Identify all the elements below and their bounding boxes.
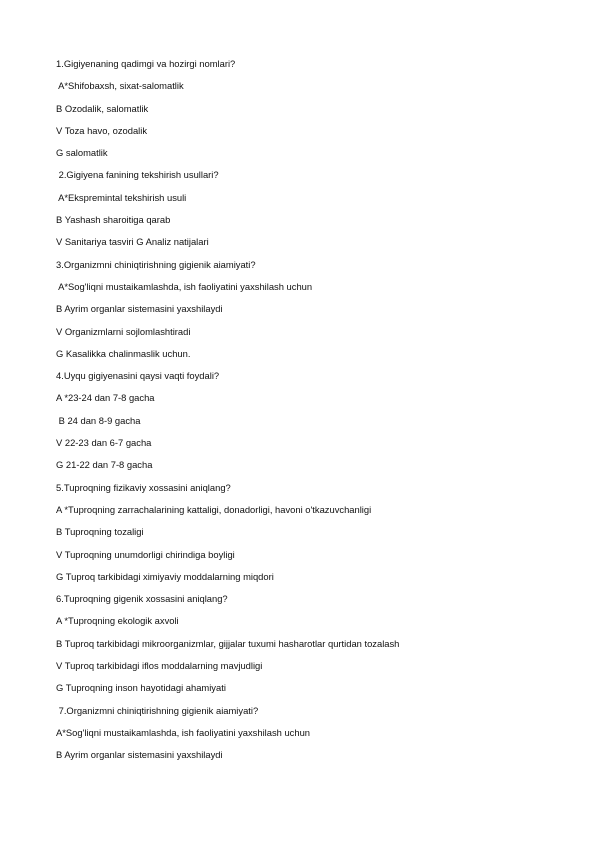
answer-6-a: A *Tuproqning ekologik axvoli xyxy=(56,615,179,627)
answer-5-b: B Tuproqning tozaligi xyxy=(56,526,144,538)
answer-1-v: V Toza havo, ozodalik xyxy=(56,124,148,136)
answer-3-a: A*Sog'liqni mustaikamlashda, ish faoliyatini yaxshilash uchun xyxy=(56,280,313,292)
answer-1-a: A*Shifobaxsh, sixat-salomatlik xyxy=(56,80,184,92)
answer-7-a: A*Sog'liqni mustaikamlashda, ish faoliyatini yaxshilash uchun xyxy=(56,726,311,738)
answer-6-b: B Tuproq tarkibidagi mikroorganizmlar, gijjalar tuxumi hasharotlar qurtidan tozalash xyxy=(56,637,400,649)
question-7: 7.Organizmni chiniqtirishning gigienik aiamiyati? xyxy=(56,704,259,716)
answer-4-g: G 21-22 dan 7-8 gacha xyxy=(56,459,153,471)
answer-5-g: G Tuproq tarkibidagi ximiyaviy moddalarning miqdori xyxy=(56,570,274,582)
answer-1-b: B Ozodalik, salomatlik xyxy=(56,102,149,114)
question-4: 4.Uyqu gigiyenasini qaysi vaqti foydali? xyxy=(56,370,220,382)
answer-1-g: G salomatlik xyxy=(56,147,108,159)
question-3: 3.Organizmni chiniqtirishning gigienik aiamiyati? xyxy=(56,258,256,270)
answer-3-b: B Ayrim organlar sistemasini yaxshilaydi xyxy=(56,303,223,315)
answer-5-v: V Tuproqning unumdorligi chirindiga boyligi xyxy=(56,548,235,560)
answer-2-a: A*Ekspremintal tekshirish usuli xyxy=(56,191,187,203)
answer-4-b: B 24 dan 8-9 gacha xyxy=(56,414,141,426)
answer-6-g: G Tuproqning inson hayotidagi ahamiyati xyxy=(56,682,226,694)
question-1: 1.Gigiyenaning qadimgi va hozirgi nomlari? xyxy=(56,58,236,69)
question-2: 2.Gigiyena fanining tekshirish usullari? xyxy=(56,169,219,181)
answer-5-a: A *Tuproqning zarrachalarining kattaligi, donadorligi, havoni o'tkazuvchanligi xyxy=(56,503,372,515)
answer-2-v-g: V Sanitariya tasviri G Analiz natijalari xyxy=(56,236,209,248)
answer-7-b: B Ayrim organlar sistemasini yaxshilaydi xyxy=(56,749,223,761)
question-6: 6.Tuproqning gigenik xossasini aniqlang? xyxy=(56,593,228,605)
question-5: 5.Tuproqning fizikaviy xossasini aniqlang? xyxy=(56,481,231,493)
answer-2-b: B Yashash sharoitiga qarab xyxy=(56,214,171,226)
quiz-text-body xyxy=(56,58,556,772)
answer-4-v: V 22-23 dan 6-7 gacha xyxy=(56,437,152,449)
answer-6-v: V Tuproq tarkibidagi iflos moddalarning mavjudligi xyxy=(56,660,263,672)
answer-4-a: A *23-24 dan 7-8 gacha xyxy=(56,392,155,404)
answer-3-v: V Organizmlarni sojlomlashtiradi xyxy=(56,325,191,337)
answer-3-g: G Kasalikka chalinmaslik uchun. xyxy=(56,347,191,359)
